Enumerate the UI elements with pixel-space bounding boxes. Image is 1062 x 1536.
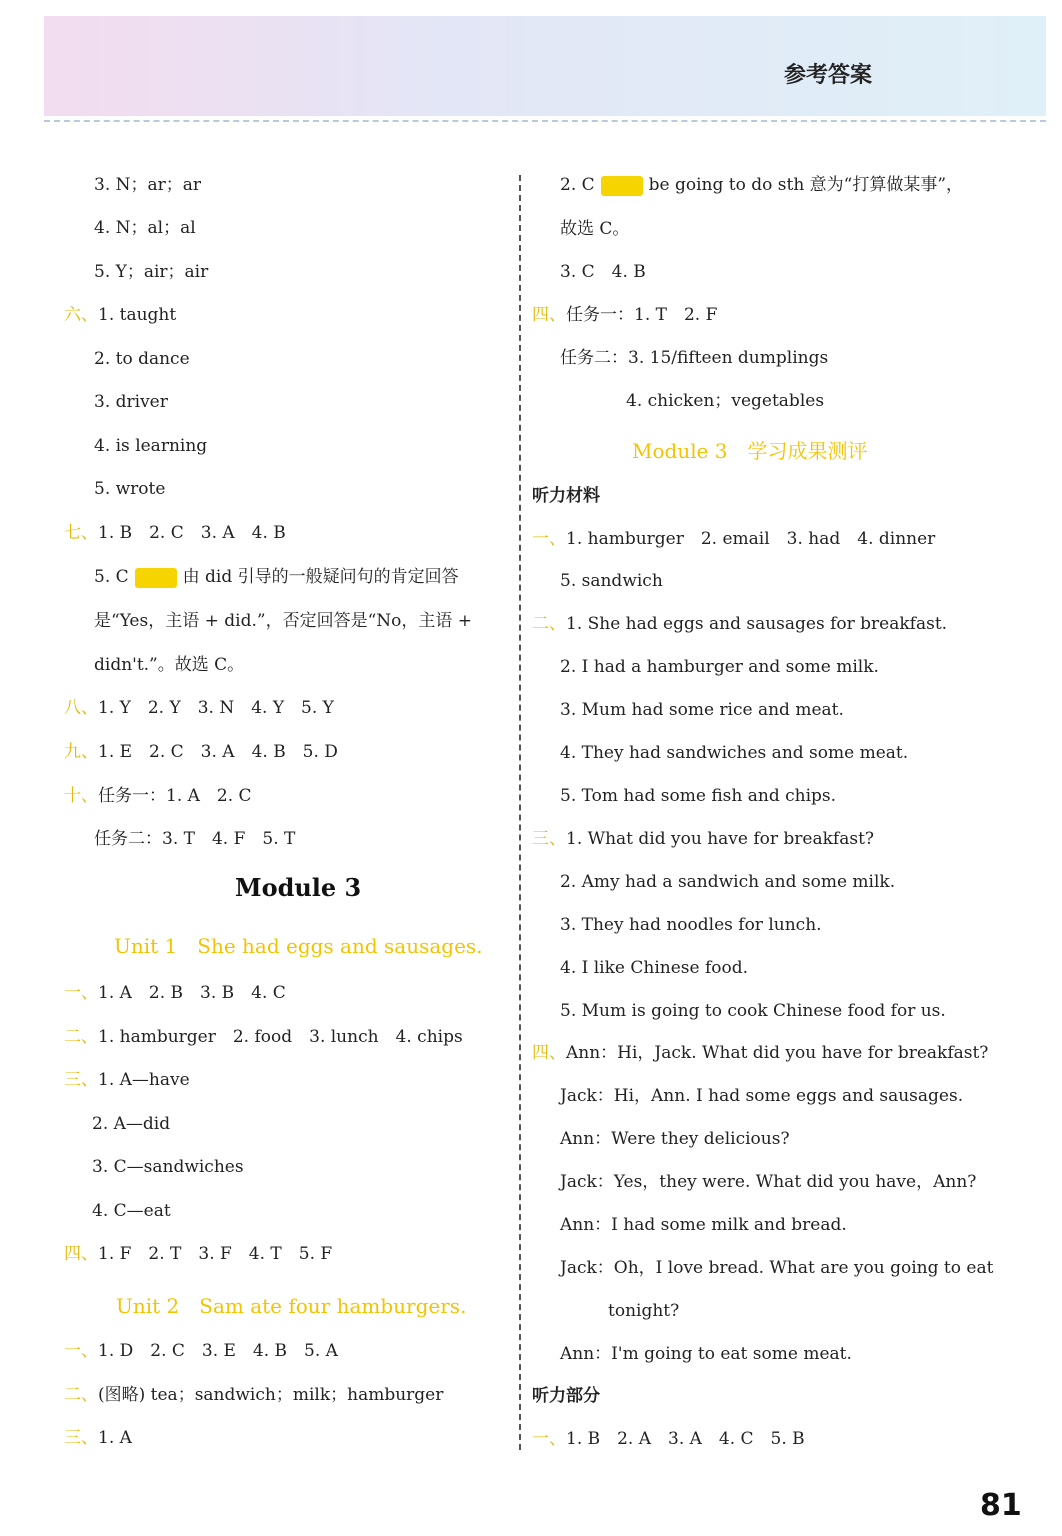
explanation-line: 是“Yes，主语 + did.”，否定回答是“No，主语 + bbox=[94, 611, 473, 631]
answer-line bbox=[64, 1026, 463, 1048]
answer-line bbox=[64, 785, 252, 807]
answer-line: 2. Amy had a sandwich and some milk. bbox=[560, 872, 896, 892]
section-number: 二、 bbox=[64, 1385, 98, 1405]
dialogue-line: Jack：Hi，Ann. I had some eggs and sausages. bbox=[560, 1086, 964, 1106]
section-number: 四、 bbox=[532, 305, 566, 325]
section-number: 九、 bbox=[64, 742, 98, 762]
answer-line bbox=[560, 174, 963, 196]
section-number: 一、 bbox=[64, 1341, 98, 1361]
answer-line bbox=[532, 528, 935, 550]
section-number: 四、 bbox=[532, 1043, 566, 1063]
section-number: 二、 bbox=[64, 1027, 98, 1047]
answer-line bbox=[64, 1340, 338, 1362]
answer-line bbox=[64, 1384, 443, 1406]
dialogue-text: Ann：Hi，Jack. What did you have for breakfast? bbox=[566, 1043, 989, 1063]
subsection-title: 听力材料 bbox=[532, 486, 600, 506]
dialogue-line: Ann：I'm going to eat some meat. bbox=[560, 1344, 852, 1364]
answer-line: 3. C 4. B bbox=[560, 262, 646, 282]
answer-line: 3. C—sandwiches bbox=[92, 1157, 244, 1177]
answer-line: 4. chicken；vegetables bbox=[626, 391, 825, 411]
answer-line: 5. Tom had some fish and chips. bbox=[560, 786, 837, 806]
answer-text: 1. D 2. C 3. E 4. B 5. A bbox=[98, 1341, 338, 1361]
dialogue-line: Jack：Yes，they were. What did you have，Ann? bbox=[560, 1172, 977, 1192]
answer-text: 1. hamburger 2. food 3. lunch 4. chips bbox=[98, 1027, 463, 1047]
answer-text: 1. taught bbox=[98, 305, 177, 325]
subsection-title: 听力部分 bbox=[532, 1386, 600, 1406]
dialogue-line: tonight? bbox=[608, 1301, 680, 1321]
unit-heading: Unit 2 Sam ate four hamburgers. bbox=[116, 1294, 467, 1318]
answer-line: 5. Y；air；air bbox=[94, 262, 209, 282]
module-heading: Module 3 bbox=[235, 873, 362, 902]
dialogue-line bbox=[532, 1042, 988, 1064]
answer-line bbox=[94, 566, 459, 588]
answer-line: 2. to dance bbox=[94, 349, 190, 369]
section-number: 一、 bbox=[532, 1429, 566, 1449]
answer-text: 1. E 2. C 3. A 4. B 5. D bbox=[98, 742, 338, 762]
answer-text: 1. Y 2. Y 3. N 4. Y 5. Y bbox=[98, 698, 334, 718]
analysis-tag-icon bbox=[601, 176, 643, 196]
answer-line: 3. driver bbox=[94, 392, 168, 412]
answer-line bbox=[64, 1069, 190, 1091]
answer-line bbox=[64, 982, 286, 1004]
answer-line bbox=[532, 304, 717, 326]
answer-line: 4. C—eat bbox=[92, 1201, 171, 1221]
answer-line: 2. I had a hamburger and some milk. bbox=[560, 657, 879, 677]
answer-text: 1. She had eggs and sausages for breakfast. bbox=[566, 614, 948, 634]
page-header-title: 参考答案 bbox=[783, 63, 872, 88]
page-number: 81 bbox=[980, 1488, 1022, 1523]
answer-text: (图略) tea；sandwich；milk；hamburger bbox=[98, 1385, 444, 1405]
answer-text: 1. hamburger 2. email 3. had 4. dinner bbox=[566, 529, 936, 549]
explanation-line: didn't.”。故选 C。 bbox=[94, 655, 245, 675]
answer-line bbox=[64, 741, 338, 763]
explanation-text: be going to do sth 意为“打算做某事”， bbox=[648, 175, 964, 195]
answer-text: 1. What did you have for breakfast? bbox=[566, 829, 875, 849]
answer-line: 5. wrote bbox=[94, 479, 166, 499]
analysis-tag-icon bbox=[135, 568, 177, 588]
answer-line: 3. They had noodles for lunch. bbox=[560, 915, 822, 935]
answer-text: 1. B 2. C 3. A 4. B bbox=[98, 523, 286, 543]
answer-line: 5. Mum is going to cook Chinese food for us. bbox=[560, 1001, 946, 1021]
answer-line: 任务二：3. 15/fifteen dumplings bbox=[560, 348, 829, 368]
section-number: 三、 bbox=[532, 829, 566, 849]
answer-line bbox=[64, 1243, 332, 1265]
answer-line: 3. Mum had some rice and meat. bbox=[560, 700, 844, 720]
answer-line: 2. A—did bbox=[92, 1114, 171, 1134]
answer-text: 5. C bbox=[94, 567, 129, 587]
answer-text: 1. B 2. A 3. A 4. C 5. B bbox=[566, 1429, 805, 1449]
answer-line bbox=[532, 613, 947, 635]
answer-text: 1. F 2. T 3. F 4. T 5. F bbox=[98, 1244, 333, 1264]
answer-line: 4. N；al；al bbox=[94, 218, 196, 238]
answer-line: 3. N；ar；ar bbox=[94, 175, 202, 195]
page-header-band bbox=[44, 16, 1046, 116]
section-number: 六、 bbox=[64, 305, 98, 325]
section-number: 八、 bbox=[64, 698, 98, 718]
answer-text: 2. C bbox=[560, 175, 595, 195]
answer-line bbox=[64, 522, 286, 544]
explanation-line: 故选 C。 bbox=[560, 219, 630, 239]
header-divider bbox=[44, 120, 1046, 122]
answer-line bbox=[532, 828, 874, 850]
answer-line: 4. is learning bbox=[94, 436, 208, 456]
answer-text: 1. A—have bbox=[98, 1070, 190, 1090]
unit-heading: Unit 1 She had eggs and sausages. bbox=[114, 934, 483, 958]
section-number: 二、 bbox=[532, 614, 566, 634]
explanation-text: 由 did 引导的一般疑问句的肯定回答 bbox=[182, 567, 459, 587]
section-number: 三、 bbox=[64, 1428, 98, 1448]
module-test-heading: Module 3 学习成果测评 bbox=[632, 439, 868, 463]
section-number: 七、 bbox=[64, 523, 98, 543]
section-number: 十、 bbox=[64, 786, 98, 806]
answer-text: 1. A bbox=[98, 1428, 132, 1448]
section-number: 四、 bbox=[64, 1244, 98, 1264]
answer-line bbox=[64, 1427, 132, 1449]
section-number: 一、 bbox=[532, 529, 566, 549]
answer-line: 4. They had sandwiches and some meat. bbox=[560, 743, 909, 763]
answer-line: 4. I like Chinese food. bbox=[560, 958, 749, 978]
answer-text: 任务一：1. A 2. C bbox=[98, 786, 252, 806]
answer-text: 1. A 2. B 3. B 4. C bbox=[98, 983, 286, 1003]
answer-line bbox=[64, 304, 176, 326]
answer-line bbox=[64, 697, 334, 719]
dialogue-line: Ann：I had some milk and bread. bbox=[560, 1215, 847, 1235]
section-number: 三、 bbox=[64, 1070, 98, 1090]
answer-line bbox=[532, 1428, 805, 1450]
answer-text: 任务一：1. T 2. F bbox=[566, 305, 718, 325]
answer-line: 5. sandwich bbox=[560, 571, 663, 591]
answer-line: 任务二：3. T 4. F 5. T bbox=[94, 829, 296, 849]
dialogue-line: Jack：Oh，I love bread. What are you going to eat bbox=[560, 1258, 994, 1278]
dialogue-line: Ann：Were they delicious? bbox=[560, 1129, 790, 1149]
column-divider bbox=[519, 175, 521, 1450]
section-number: 一、 bbox=[64, 983, 98, 1003]
